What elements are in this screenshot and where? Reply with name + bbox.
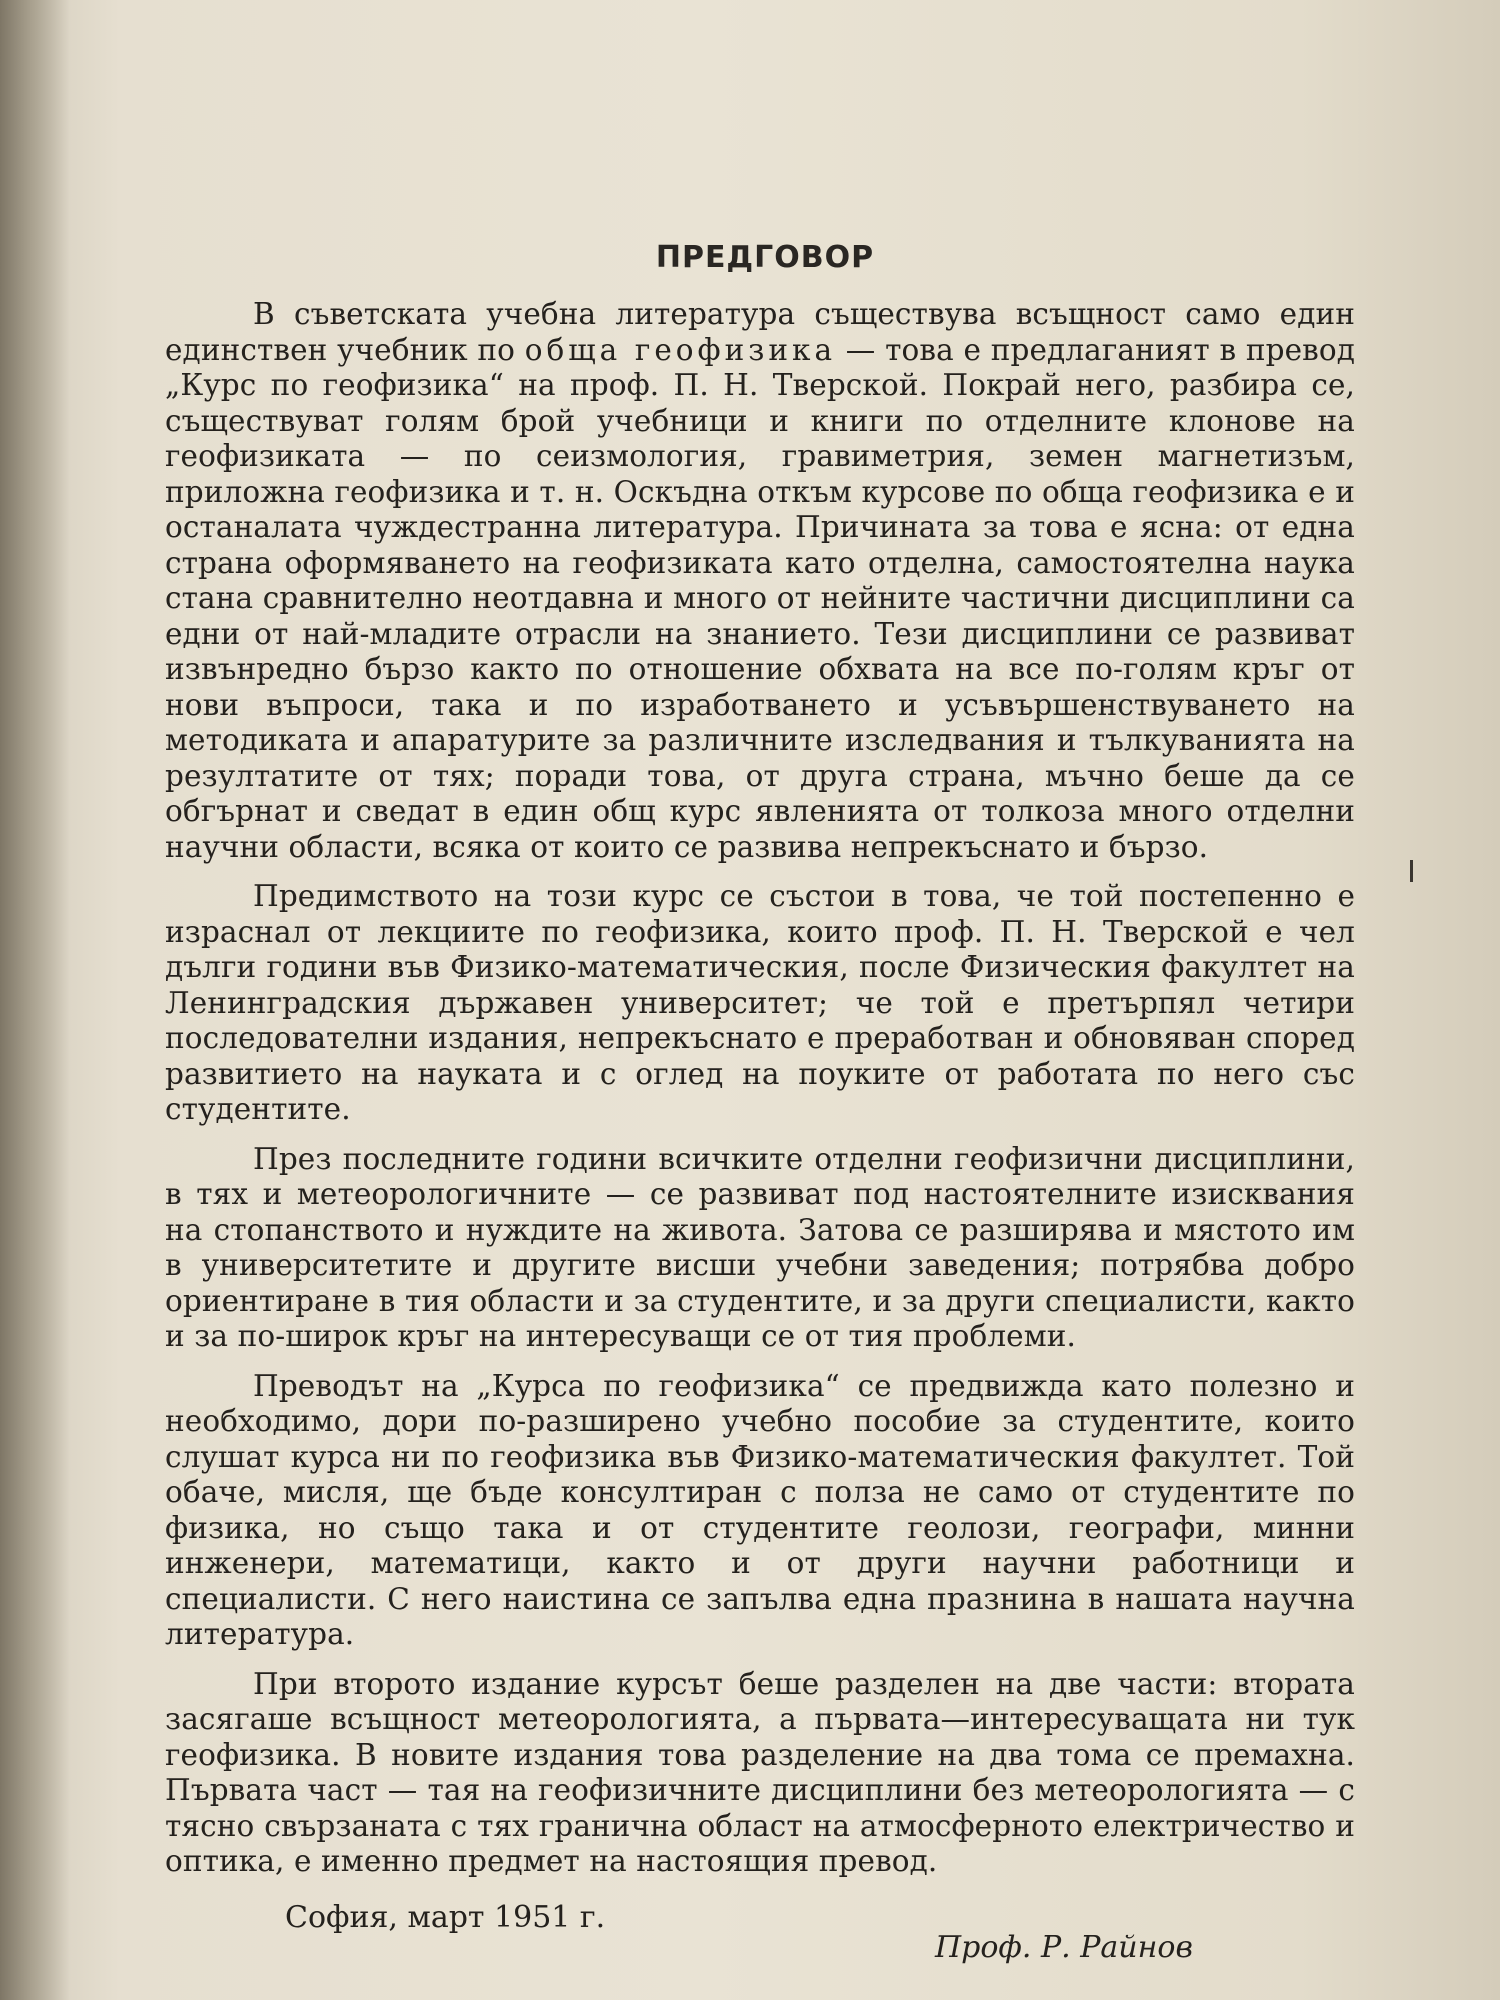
margin-mark — [1410, 860, 1413, 882]
paragraph-5: При второто издание курсът беше разделен на две части: втората засягаше всъщност метеорологията, а първата—интересуващата ни тук геофизика. В новите издания това разделение на два тома се премахна. Първата част — тая на геофизичните дисциплини без метеорологията — с тясно свързаната с тях гранична област на атмосферното електричество и оптика, е именно предмет на настоящия превод. — [165, 1666, 1355, 1878]
paragraph-2: Предимството на този курс се състои в това, че той постепенно е израснал от лекциите по геофизика, които проф. П. Н. Тверской е чел дълги години във Физико-математическия, после Физическия факултет на Ленинградския държавен университет; че той е претърпял четири последователни издания, непрекъснато е преработван и обновяван според развитието на науката и с оглед на поуките от работата по него със студентите. — [165, 879, 1355, 1126]
place-date: София, март 1951 г. — [285, 1899, 606, 1935]
paragraph-1 — [165, 297, 1355, 865]
signature-block — [165, 1900, 1355, 1980]
paragraph-1-start: В съветската учебна литература съществува всъщност само един единствен учебник по — [165, 297, 1355, 367]
paragraph-1-emphasis: обща геофизика — [524, 332, 837, 367]
paragraph-3: През последните години всичките отделни геофизични дисциплини, в тях и метеорологичните — се развиват под настоятелните изисквания на стопанството и нуждите на живота. Затова се разширява и мястото им в университетите и другите висши учебни заведения; потрябва добро ориентиране в тия области и за студентите, и за други специалисти, както и за по-широк кръг на интересуващи се от тия проблеми. — [165, 1141, 1355, 1353]
paragraph-4: Преводът на „Курса по геофизика“ се предвижда като полезно и необходимо, дори по-разширено учебно пособие за студентите, които слушат курса ни по геофизика във Физико-математическия факултет. Той обаче, мисля, ще бъде консултиран с полза не само от студентите по физика, но също така и от студентите геолози, географи, минни инженери, математици, както и от други научни работници и специалисти. С него наистина се запълва една празнина в нашата научна литература. — [165, 1368, 1355, 1651]
paragraph-1-end: — това е предлаганият в превод „Курс по геофизика“ на проф. П. Н. Тверской. Покрай него, разбира се, съществуват голям брой учебници и книги по отделните клонове на геофизиката — по сеизмология, гравиметрия, земен магнетизъм, приложна геофизика и т. н. Оскъдна откъм курсове по обща геофизика е и останалата чуждестранна литература. Причината за това е ясна: от една страна оформяването на геофизиката като отделна, самостоятелна наука стана сравнително неотдавна и много от нейните частични дисциплини са едни от най-младите отрасли на знанието. Тези дисциплини се развиват извънредно бързо както по отношение обхвата на все по-голям кръг от нови въпроси, така и по изработването и усъвършенствуването на методиката и апаратурите за различните изследвания и тълкуванията на резултатите от тях; поради това, от друга страна, мъчно беше да се обгърнат и сведат в един общ курс явленията от толкоза много отделни научни области, всяка от които се развива непрекъснато и бързо. — [165, 332, 1356, 864]
author-signature: Проф. Р. Райнов — [935, 1929, 1193, 1965]
page-title: ПРЕДГОВОР — [655, 240, 875, 275]
book-spine-shadow — [0, 0, 70, 2000]
book-page — [165, 240, 1356, 1965]
